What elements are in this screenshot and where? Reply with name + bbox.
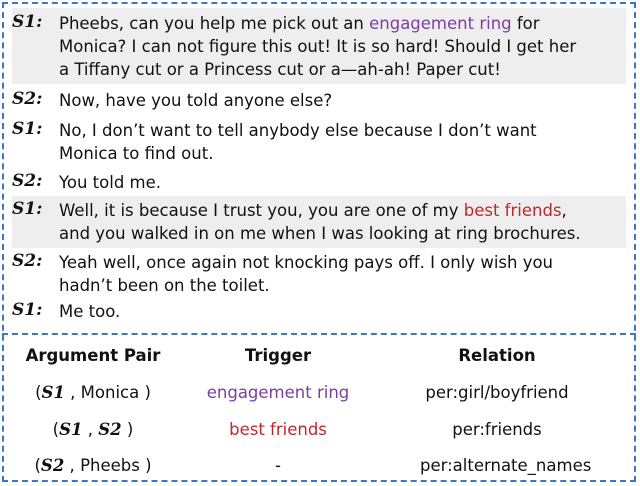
- paren: (: [35, 383, 42, 402]
- header-relation: Relation: [458, 346, 536, 365]
- utterance-text: No, I don’t want to tell anybody else because I don’t want Monica to find out.: [59, 121, 537, 163]
- relation-cell: per:friends: [452, 420, 542, 439]
- speaker-label: S2:: [12, 89, 43, 109]
- speaker-label: S1:: [12, 300, 43, 320]
- separator: ,: [64, 456, 81, 475]
- argument-b: S2: [98, 420, 122, 439]
- trigger-cell: best friends: [229, 420, 327, 439]
- speaker-label: S2:: [12, 251, 43, 271]
- trigger-cell: engagement ring: [206, 383, 350, 402]
- dialogue-turn: [12, 117, 626, 167]
- utterance-text: Well, it is because I trust you, you are one of my: [59, 201, 464, 220]
- speaker-id: S2: [12, 89, 37, 109]
- speaker-id: S2: [12, 251, 37, 271]
- trigger-cell: -: [275, 456, 281, 475]
- utterance: [59, 119, 537, 165]
- trigger-highlight: best friends: [463, 201, 562, 220]
- separator: ,: [64, 383, 81, 402]
- dialogue-turn: [12, 299, 626, 325]
- utterance-text: Me too.: [59, 302, 121, 321]
- section-divider: [2, 333, 636, 335]
- speaker-label: S1:: [12, 199, 43, 219]
- argument-pair-cell: [18, 420, 168, 439]
- argument-b: Monica: [80, 383, 140, 402]
- speaker-id: S2: [12, 171, 37, 191]
- argument-pair-cell: [18, 383, 168, 402]
- speaker-id: S1: [12, 300, 37, 320]
- speaker-label: S1:: [12, 119, 43, 139]
- trigger-highlight: engagement ring: [369, 14, 512, 33]
- utterance: [59, 199, 581, 245]
- dialogue-turn: [12, 250, 626, 300]
- utterance: [59, 300, 120, 323]
- dialogue-turn: [12, 87, 626, 113]
- paren: ): [121, 420, 134, 439]
- speaker-label: S2:: [12, 171, 43, 191]
- dialogue-turn: [12, 8, 626, 84]
- dialogue-turn: [12, 196, 626, 248]
- utterance: [59, 89, 332, 112]
- utterance-text: Yeah well, once again not knocking pays off. I only wish you hadn’t been on the toilet.: [59, 253, 554, 295]
- utterance-text: You told me.: [59, 173, 162, 192]
- argument-b: Pheebs: [80, 456, 140, 475]
- header-trigger: Trigger: [244, 346, 312, 365]
- argument-a: S2: [40, 456, 65, 475]
- relation-cell: per:girl/boyfriend: [425, 383, 569, 402]
- separator: ,: [82, 420, 99, 439]
- header-argument-pair: Argument Pair: [25, 346, 161, 365]
- dialogue-turn: [12, 169, 626, 195]
- argument-a: S1: [59, 420, 83, 439]
- speaker-label: S1:: [12, 12, 43, 32]
- speaker-id: S1: [12, 12, 37, 32]
- utterance-text: Now, have you told anyone else?: [59, 91, 333, 110]
- relation-cell: per:alternate_names: [420, 456, 592, 475]
- utterance-text: Pheebs, can you help me pick out an: [59, 14, 370, 33]
- utterance: [59, 12, 576, 81]
- utterance-text: for Monica? I can not figure this out! It is so hard! Should I get her a Tiffany cut or a Princess cut or a—ah-ah! Paper cut!: [59, 14, 577, 79]
- utterance: [59, 251, 553, 297]
- argument-a: S1: [41, 383, 65, 402]
- argument-pair-cell: [18, 456, 168, 475]
- paren: ): [139, 383, 151, 402]
- speaker-id: S1: [12, 119, 37, 139]
- utterance: [59, 171, 161, 194]
- paren: (: [52, 420, 60, 439]
- paren: (: [34, 456, 41, 475]
- utterance-text: , and you walked in on me when I was looking at ring brochures.: [59, 201, 581, 243]
- paren: ): [139, 456, 152, 475]
- speaker-id: S1: [12, 199, 37, 219]
